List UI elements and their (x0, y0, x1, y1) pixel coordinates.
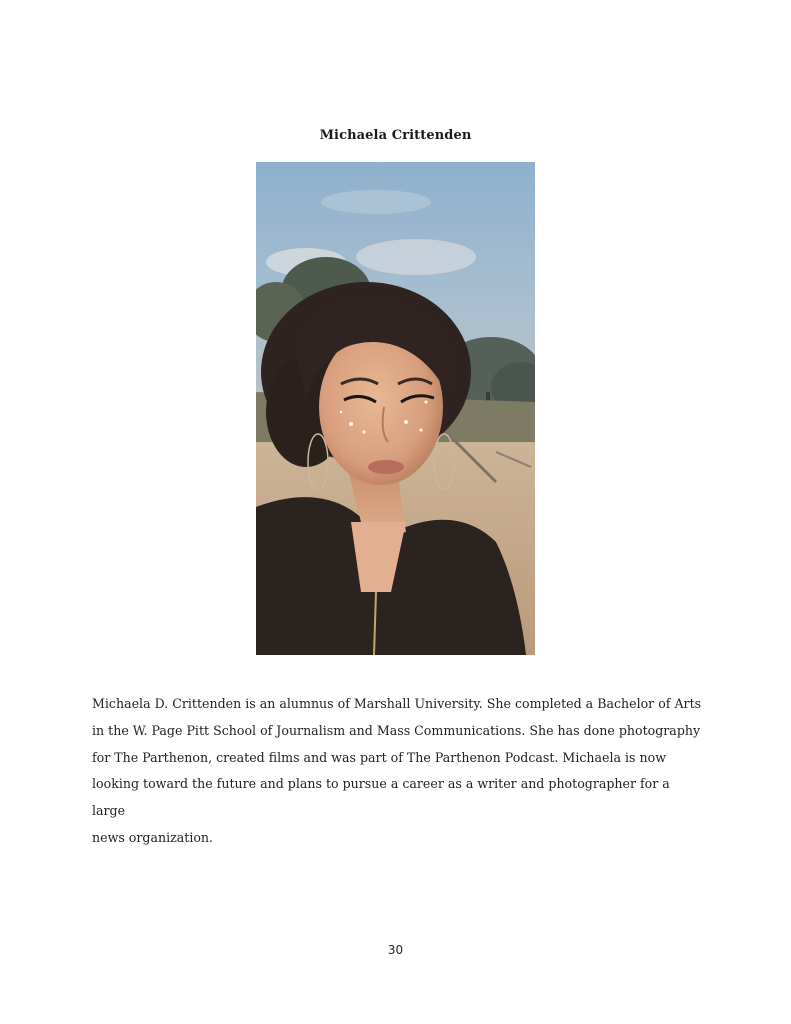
profile-heading: Michaela Crittenden (319, 128, 472, 143)
bio-line: looking toward the future and plans to pursue a career as a writer and photographer for a large (92, 776, 670, 819)
bio-line: news organization. (92, 829, 214, 845)
page-number: 30 (387, 943, 404, 957)
bio-line: for The Parthenon, created films and was part of The Parthenon Podcast. Michaela is now (92, 749, 666, 765)
bio-line: Michaela D. Crittenden is an alumnus of Marshall University. She completed a Bachelor of Arts (92, 696, 702, 711)
bio-line: in the W. Page Pitt School of Journalism and Mass Communications. She has done photography (92, 722, 701, 738)
bio-paragraph (92, 691, 702, 852)
portrait-illustration (256, 162, 535, 655)
portrait-photo (256, 162, 535, 655)
